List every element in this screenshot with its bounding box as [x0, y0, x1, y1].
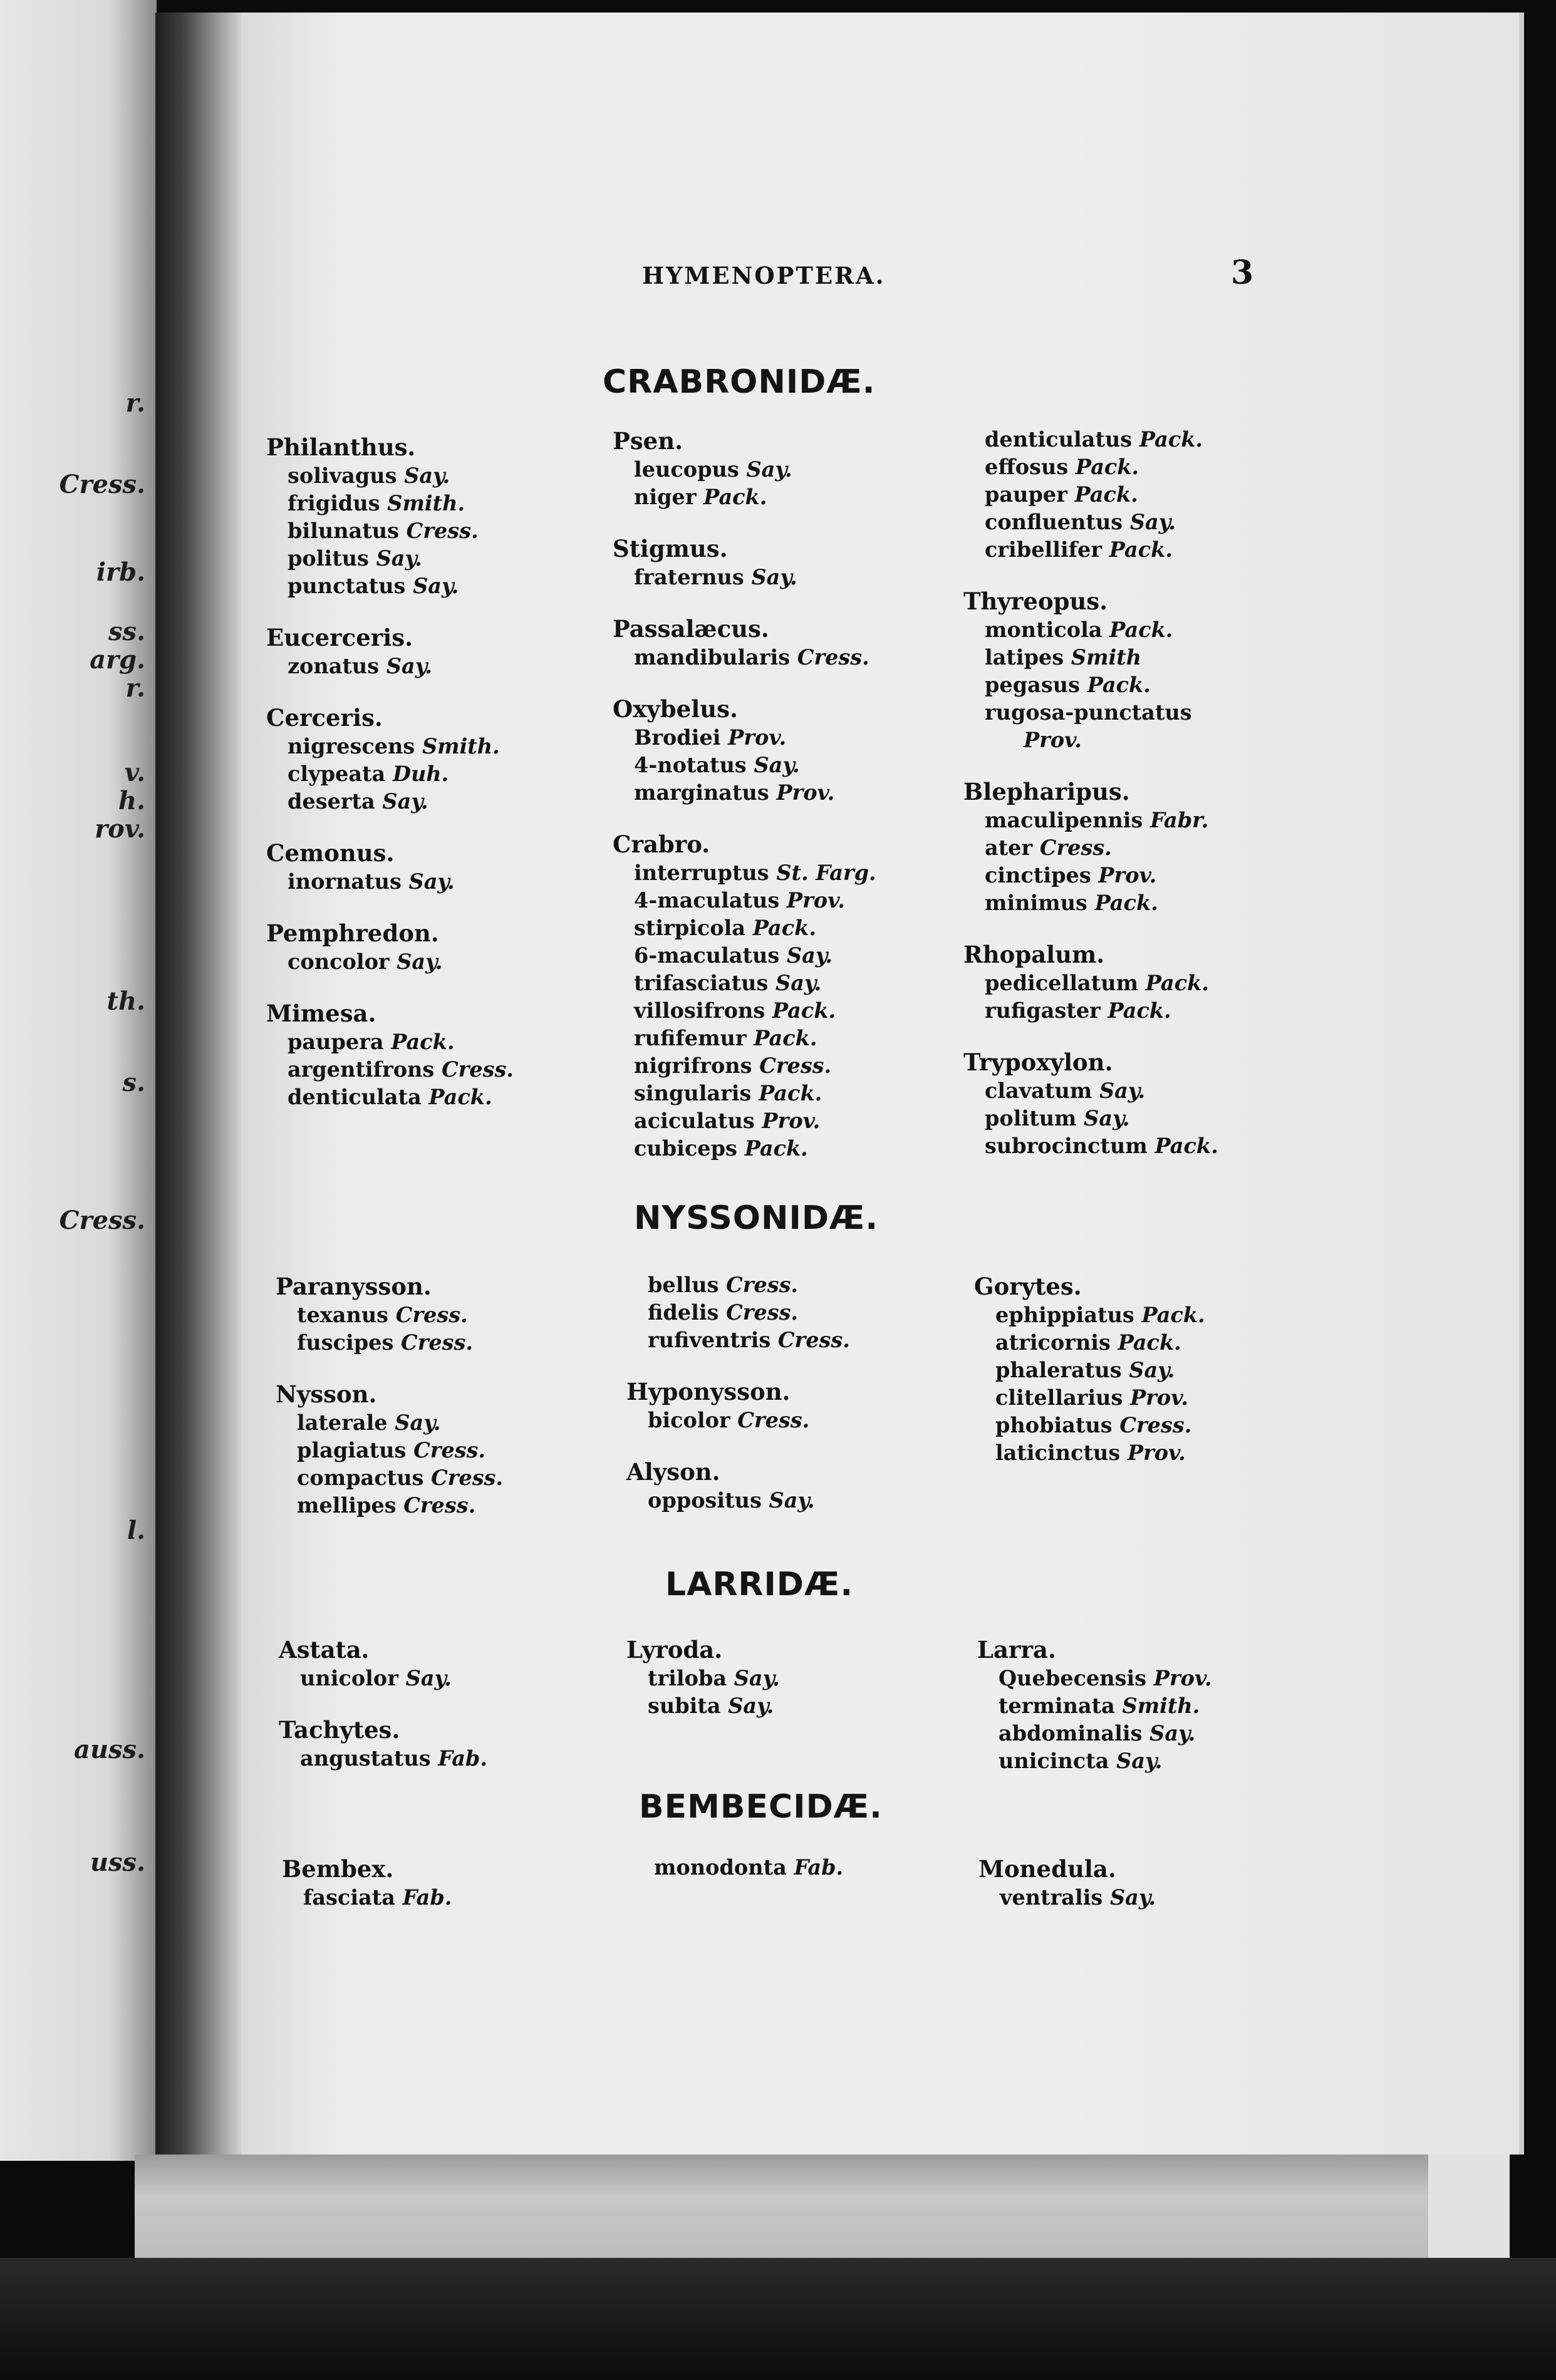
species-entry: [266, 948, 514, 976]
left-page-fragment: r.: [125, 673, 145, 703]
species-name: compactus: [297, 1466, 424, 1490]
family-heading-crabronidae: CRABRONIDÆ.: [603, 363, 876, 401]
species-author: St. Farg.: [776, 861, 876, 885]
page-stack-corner: [1428, 2148, 1510, 2261]
species-name: fidelis: [648, 1300, 719, 1325]
species-author: Cress.: [413, 1438, 486, 1462]
species-author: Cress.: [726, 1273, 799, 1297]
species-entry: [613, 456, 876, 484]
genus-heading: Hyponysson.: [626, 1378, 791, 1405]
left-page-fragment: Cress.: [59, 470, 145, 499]
species-entry: [626, 1271, 850, 1299]
species-entry: [613, 970, 876, 997]
species-author: Prov.: [1127, 1441, 1186, 1465]
left-page-fragment: th.: [106, 986, 145, 1016]
family-heading-bembecidae: BEMBECIDÆ.: [639, 1788, 883, 1826]
genus-heading: Blepharipus.: [963, 778, 1130, 805]
genus-heading: Bembex.: [282, 1855, 394, 1883]
species-entry: [963, 862, 1218, 889]
species-author: Duh.: [392, 762, 449, 786]
species-entry: [974, 1357, 1205, 1384]
species-author: Smith: [1071, 645, 1142, 670]
left-page-fragment: auss.: [74, 1735, 145, 1764]
species-author: Pack.: [703, 485, 767, 509]
genus-heading: Stigmus.: [613, 535, 728, 562]
species-name: laticinctus: [995, 1441, 1121, 1465]
species-author: Prov.: [776, 780, 835, 805]
genus-heading: Oxybelus.: [613, 695, 738, 723]
species-name: singularis: [634, 1081, 752, 1105]
species-author: Cress.: [726, 1300, 799, 1325]
species-author: Pack.: [391, 1030, 455, 1054]
species-name: oppositus: [648, 1488, 762, 1513]
species-author: Say.: [728, 1694, 774, 1718]
genus-heading: Thyreopus.: [963, 587, 1108, 615]
species-entry: [963, 1077, 1218, 1105]
species-author: Say.: [1109, 1885, 1156, 1910]
species-name: terminata: [998, 1694, 1115, 1718]
left-page-fragment: Cress.: [59, 1206, 145, 1235]
species-entry: [276, 1409, 503, 1437]
species-entry: [963, 1132, 1218, 1160]
species-name: ephippiatus: [995, 1303, 1134, 1327]
species-author: Cress.: [797, 645, 869, 670]
species-name: laterale: [297, 1410, 388, 1435]
species-name: subrocinctum: [985, 1134, 1148, 1158]
species-name: effosus: [985, 455, 1069, 479]
species-author: Prov.: [786, 888, 845, 913]
left-page-fragment: uss.: [90, 1848, 145, 1877]
species-name: aciculatus: [634, 1109, 755, 1133]
species-entry: [266, 788, 514, 815]
species-author: Fab.: [794, 1855, 844, 1880]
left-page-fragment: h.: [118, 786, 145, 815]
species-name: fraternus: [634, 565, 744, 589]
species-name: pegasus: [985, 673, 1080, 697]
species-author: Smith.: [1122, 1694, 1200, 1718]
species-entry: [963, 481, 1218, 509]
species-author: Smith.: [422, 734, 500, 758]
species-name: mandibularis: [634, 645, 791, 670]
species-name: phaleratus: [995, 1358, 1122, 1382]
genus-heading: Philanthus.: [266, 433, 416, 461]
bembecidae-column-3: [978, 1854, 1156, 1912]
species-name: unicolor: [300, 1666, 398, 1690]
left-page-fragment: ss.: [108, 617, 145, 646]
species-name: clitellarius: [995, 1385, 1123, 1410]
left-page-fragment: rov.: [95, 814, 145, 844]
species-name: frigidus: [288, 491, 380, 515]
species-entry: [279, 1745, 487, 1772]
species-name: punctatus: [288, 574, 406, 598]
species-author: Say.: [397, 949, 443, 974]
species-author: Pack.: [1075, 455, 1139, 479]
larridae-column-3: [977, 1635, 1212, 1775]
species-entry: [963, 509, 1218, 536]
species-name: Brodiei: [634, 725, 721, 750]
species-entry: [963, 1105, 1218, 1132]
species-name: clypeata: [288, 762, 386, 786]
species-name: marginatus: [634, 780, 769, 805]
species-author: Say.: [775, 971, 822, 995]
species-name: 4-maculatus: [634, 888, 780, 913]
species-name: politus: [288, 546, 369, 571]
species-name: nigrescens: [288, 734, 415, 758]
genus-heading: Tachytes.: [279, 1716, 400, 1744]
species-author: Cress.: [777, 1328, 850, 1352]
species-author: Say.: [408, 869, 455, 894]
species-entry: [266, 545, 514, 572]
species-entry: [963, 807, 1218, 834]
genus-heading: Alyson.: [626, 1458, 720, 1486]
previous-page-edge: [0, 0, 157, 2161]
species-entry: [276, 1437, 503, 1464]
species-name: monticola: [985, 618, 1102, 642]
species-name: denticulata: [288, 1085, 422, 1109]
species-author: Prov.: [1024, 728, 1082, 752]
species-entry: [613, 914, 876, 942]
species-author: Say.: [1116, 1749, 1163, 1773]
species-author: Cress.: [406, 519, 479, 543]
species-author: Say.: [769, 1488, 815, 1513]
species-author: Pack.: [1118, 1330, 1181, 1355]
species-author: Fab.: [402, 1885, 452, 1910]
species-name: pauper: [985, 482, 1067, 507]
species-entry: [282, 1884, 452, 1912]
genus-heading: Lyroda.: [626, 1636, 723, 1663]
family-heading-larridae: LARRIDÆ.: [665, 1566, 854, 1603]
genus-heading: Crabro.: [613, 830, 710, 858]
species-entry: [974, 1384, 1205, 1412]
species-name: confluentus: [985, 510, 1123, 534]
species-author: Say.: [1129, 510, 1176, 534]
nyssonidae-column-3: [974, 1271, 1205, 1467]
species-entry: [963, 997, 1218, 1025]
species-author: Cress.: [1039, 836, 1112, 860]
species-author: Pack.: [428, 1085, 492, 1109]
species-author: Say.: [386, 654, 432, 678]
species-author: Cress.: [1119, 1413, 1192, 1437]
species-name: texanus: [297, 1303, 389, 1327]
species-entry: [613, 564, 876, 591]
species-author: Prov.: [1153, 1666, 1212, 1690]
crabronidae-column-1: [266, 432, 514, 1111]
species-name: solivagus: [288, 463, 397, 488]
species-name: rufiventris: [648, 1328, 771, 1352]
species-entry: [974, 1439, 1205, 1467]
species-name: angustatus: [300, 1746, 431, 1771]
species-name: ater: [985, 836, 1033, 860]
species-name: ventralis: [1000, 1885, 1103, 1910]
species-name: Quebecensis: [998, 1666, 1147, 1690]
species-author: Cress.: [441, 1057, 514, 1082]
genus-heading: Gorytes.: [974, 1273, 1082, 1300]
genus-heading: Eucerceris.: [266, 624, 413, 651]
species-entry: [626, 1327, 850, 1354]
species-name: mellipes: [297, 1493, 397, 1518]
species-entry: [977, 1692, 1212, 1720]
running-title: HYMENOPTERA.: [642, 262, 886, 289]
species-name: interruptus: [634, 861, 769, 885]
species-name: stirpicola: [634, 916, 746, 940]
species-author: Pack.: [1109, 537, 1173, 562]
species-name: nigrifrons: [634, 1053, 752, 1078]
species-entry: [963, 644, 1218, 671]
species-author: Say.: [1099, 1079, 1146, 1103]
species-entry: [613, 859, 876, 887]
species-entry: [613, 1135, 876, 1162]
genus-heading: Mimesa.: [266, 1000, 376, 1027]
species-author: Say.: [413, 574, 459, 598]
species-author: Pack.: [752, 916, 816, 940]
species-entry: [977, 1720, 1212, 1747]
species-author: Say.: [404, 463, 450, 488]
species-author: Pack.: [1145, 971, 1209, 995]
species-author: Say.: [786, 943, 833, 968]
species-name: 6-maculatus: [634, 943, 780, 968]
species-author: Fabr.: [1150, 808, 1209, 832]
species-name: rugosa-punctatus: [985, 700, 1192, 725]
species-name: concolor: [288, 949, 390, 974]
species-entry: [613, 997, 876, 1025]
crabronidae-column-2: [613, 426, 876, 1162]
species-entry: [626, 1692, 780, 1720]
left-page-fragment: l.: [127, 1516, 145, 1545]
species-entry: [974, 1301, 1205, 1329]
species-entry: [613, 942, 876, 970]
species-author: Say.: [1084, 1106, 1130, 1130]
species-entry: [266, 1056, 514, 1084]
species-name: fasciata: [303, 1885, 395, 1910]
species-name: cubiceps: [634, 1136, 737, 1161]
species-author: Prov.: [728, 725, 787, 750]
species-entry: [266, 653, 514, 680]
species-entry: [963, 453, 1218, 481]
species-entry: [266, 490, 514, 517]
species-author: Pack.: [744, 1136, 808, 1161]
species-entry: [963, 671, 1218, 699]
species-entry: [626, 1487, 850, 1514]
species-entry: [613, 887, 876, 914]
species-name: clavatum: [985, 1079, 1092, 1103]
species-author: Pack.: [1141, 1303, 1205, 1327]
species-entry: [963, 536, 1218, 564]
left-page-fragment: v.: [124, 758, 145, 787]
species-name: niger: [634, 485, 697, 509]
genus-heading: Cemonus.: [266, 839, 395, 867]
left-page-fragment: r.: [125, 388, 145, 418]
species-entry: [266, 1084, 514, 1111]
nyssonidae-column-1: [276, 1271, 503, 1519]
species-name: abdominalis: [998, 1721, 1143, 1746]
left-page-fragment: irb.: [96, 557, 145, 587]
species-entry: [266, 462, 514, 490]
species-name: politum: [985, 1106, 1077, 1130]
species-author: Cress.: [431, 1466, 504, 1490]
species-entry: [613, 1052, 876, 1080]
species-name: plagiatus: [297, 1438, 407, 1462]
genus-heading: Larra.: [977, 1636, 1056, 1663]
species-entry: [963, 699, 1218, 727]
page-stack: [135, 2155, 1510, 2258]
species-entry: [613, 644, 876, 671]
genus-heading: Astata.: [279, 1636, 370, 1663]
species-author: Say.: [751, 565, 797, 589]
species-entry: [266, 1028, 514, 1056]
species-name: phobiatus: [995, 1413, 1113, 1437]
species-entry: [279, 1665, 487, 1692]
species-entry: [613, 1107, 876, 1135]
larridae-column-1: [279, 1635, 487, 1772]
species-name: latipes: [985, 645, 1064, 670]
species-author: Pack.: [1154, 1134, 1218, 1158]
species-author: Prov.: [1098, 863, 1157, 887]
species-author: Cress.: [395, 1303, 468, 1327]
species-author: Prov.: [1130, 1385, 1189, 1410]
species-name: subita: [648, 1694, 721, 1718]
species-name: maculipennis: [985, 808, 1143, 832]
species-entry: [963, 970, 1218, 997]
genus-heading: Rhopalum.: [963, 941, 1105, 968]
species-entry: [276, 1329, 503, 1357]
crabronidae-column-3: [963, 426, 1218, 1160]
species-author: Say.: [1149, 1721, 1196, 1746]
species-author: Pack.: [1107, 998, 1171, 1023]
species-author: Say.: [405, 1666, 452, 1690]
species-author: Say.: [754, 753, 800, 777]
species-entry: [626, 1665, 780, 1692]
species-name: minimus: [985, 891, 1087, 915]
species-entry: [613, 724, 876, 752]
species-author: Say.: [376, 546, 422, 571]
species-author: Say.: [1129, 1358, 1175, 1382]
species-name: zonatus: [288, 654, 380, 678]
species-author: Fab.: [438, 1746, 487, 1771]
species-name: villosifrons: [634, 998, 765, 1023]
book-gutter: [155, 13, 243, 2155]
species-name: 4-notatus: [634, 753, 747, 777]
species-name: pedicellatum: [985, 971, 1139, 995]
species-entry: [626, 1407, 850, 1434]
species-author: Pack.: [1087, 673, 1151, 697]
species-name: argentifrons: [288, 1057, 435, 1082]
species-name: bellus: [648, 1273, 719, 1297]
species-author: Pack.: [1094, 891, 1158, 915]
species-author: Pack.: [1109, 618, 1173, 642]
species-author: Cress.: [759, 1053, 832, 1078]
genus-heading: Psen.: [613, 427, 683, 455]
species-author: Say.: [734, 1666, 780, 1690]
species-entry: [613, 484, 876, 511]
species-author: Pack.: [754, 1026, 817, 1050]
species-name: denticulatus: [985, 427, 1133, 452]
left-page-fragment: arg.: [90, 645, 145, 675]
species-name: trifasciatus: [634, 971, 769, 995]
species-name: atricornis: [995, 1330, 1111, 1355]
species-author: Cress.: [403, 1493, 476, 1518]
species-author: Say.: [395, 1410, 441, 1435]
species-entry: [974, 1412, 1205, 1439]
species-entry: [266, 572, 514, 600]
species-entry: [963, 889, 1218, 917]
species-author: Say.: [746, 457, 792, 482]
species-name: deserta: [288, 789, 375, 814]
genus-heading: Passalæcus.: [613, 615, 769, 643]
left-page-fragment: s.: [122, 1068, 145, 1097]
species-entry: [977, 1665, 1212, 1692]
family-heading-nyssonidae: NYSSONIDÆ.: [634, 1199, 879, 1237]
species-entry: [978, 1884, 1156, 1912]
bembecidae-column-1: [282, 1854, 452, 1912]
nyssonidae-column-2: [626, 1271, 850, 1514]
species-entry: [963, 727, 1218, 754]
species-name: cribellifer: [985, 537, 1102, 562]
species-entry: [613, 1080, 876, 1107]
species-author: Prov.: [762, 1109, 821, 1133]
background-surface: [0, 2258, 1556, 2380]
species-entry: [266, 868, 514, 896]
species-author: Pack.: [759, 1081, 822, 1105]
species-name: monodonta: [654, 1855, 787, 1880]
species-entry: [633, 1854, 843, 1881]
genus-heading: Monedula.: [978, 1855, 1116, 1883]
species-entry: [276, 1464, 503, 1492]
species-entry: [963, 426, 1218, 453]
species-entry: [613, 752, 876, 779]
species-author: Pack.: [1139, 427, 1203, 452]
genus-heading: Nysson.: [276, 1380, 377, 1408]
genus-heading: Pemphredon.: [266, 919, 439, 947]
species-name: paupera: [288, 1030, 384, 1054]
bembecidae-column-2: [633, 1854, 843, 1881]
species-name: leucopus: [634, 457, 739, 482]
species-entry: [266, 517, 514, 545]
species-name: inornatus: [288, 869, 402, 894]
species-entry: [276, 1492, 503, 1519]
species-entry: [963, 834, 1218, 862]
species-author: Say.: [382, 789, 428, 814]
species-name: fuscipes: [297, 1330, 394, 1355]
species-entry: [266, 760, 514, 788]
species-entry: [963, 616, 1218, 644]
species-entry: [276, 1301, 503, 1329]
species-entry: [974, 1329, 1205, 1357]
genus-heading: Trypoxylon.: [963, 1048, 1113, 1076]
species-author: Pack.: [772, 998, 836, 1023]
species-entry: [977, 1747, 1212, 1775]
genus-heading: Paranysson.: [276, 1273, 432, 1300]
species-author: Pack.: [1074, 482, 1138, 507]
species-name: cinctipes: [985, 863, 1091, 887]
species-author: Smith.: [387, 491, 465, 515]
species-name: rufifemur: [634, 1026, 747, 1050]
species-entry: [613, 1025, 876, 1052]
species-author: Cress.: [401, 1330, 474, 1355]
species-entry: [266, 733, 514, 760]
species-author: Cress.: [737, 1408, 810, 1432]
species-entry: [613, 779, 876, 807]
species-name: bilunatus: [288, 519, 399, 543]
larridae-column-2: [626, 1635, 780, 1720]
species-entry: [626, 1299, 850, 1327]
species-name: bicolor: [648, 1408, 730, 1432]
genus-heading: Cerceris.: [266, 704, 383, 732]
species-name: unicincta: [998, 1749, 1109, 1773]
species-name: rufigaster: [985, 998, 1101, 1023]
species-name: triloba: [648, 1666, 727, 1690]
page-number: 3: [1231, 254, 1254, 292]
